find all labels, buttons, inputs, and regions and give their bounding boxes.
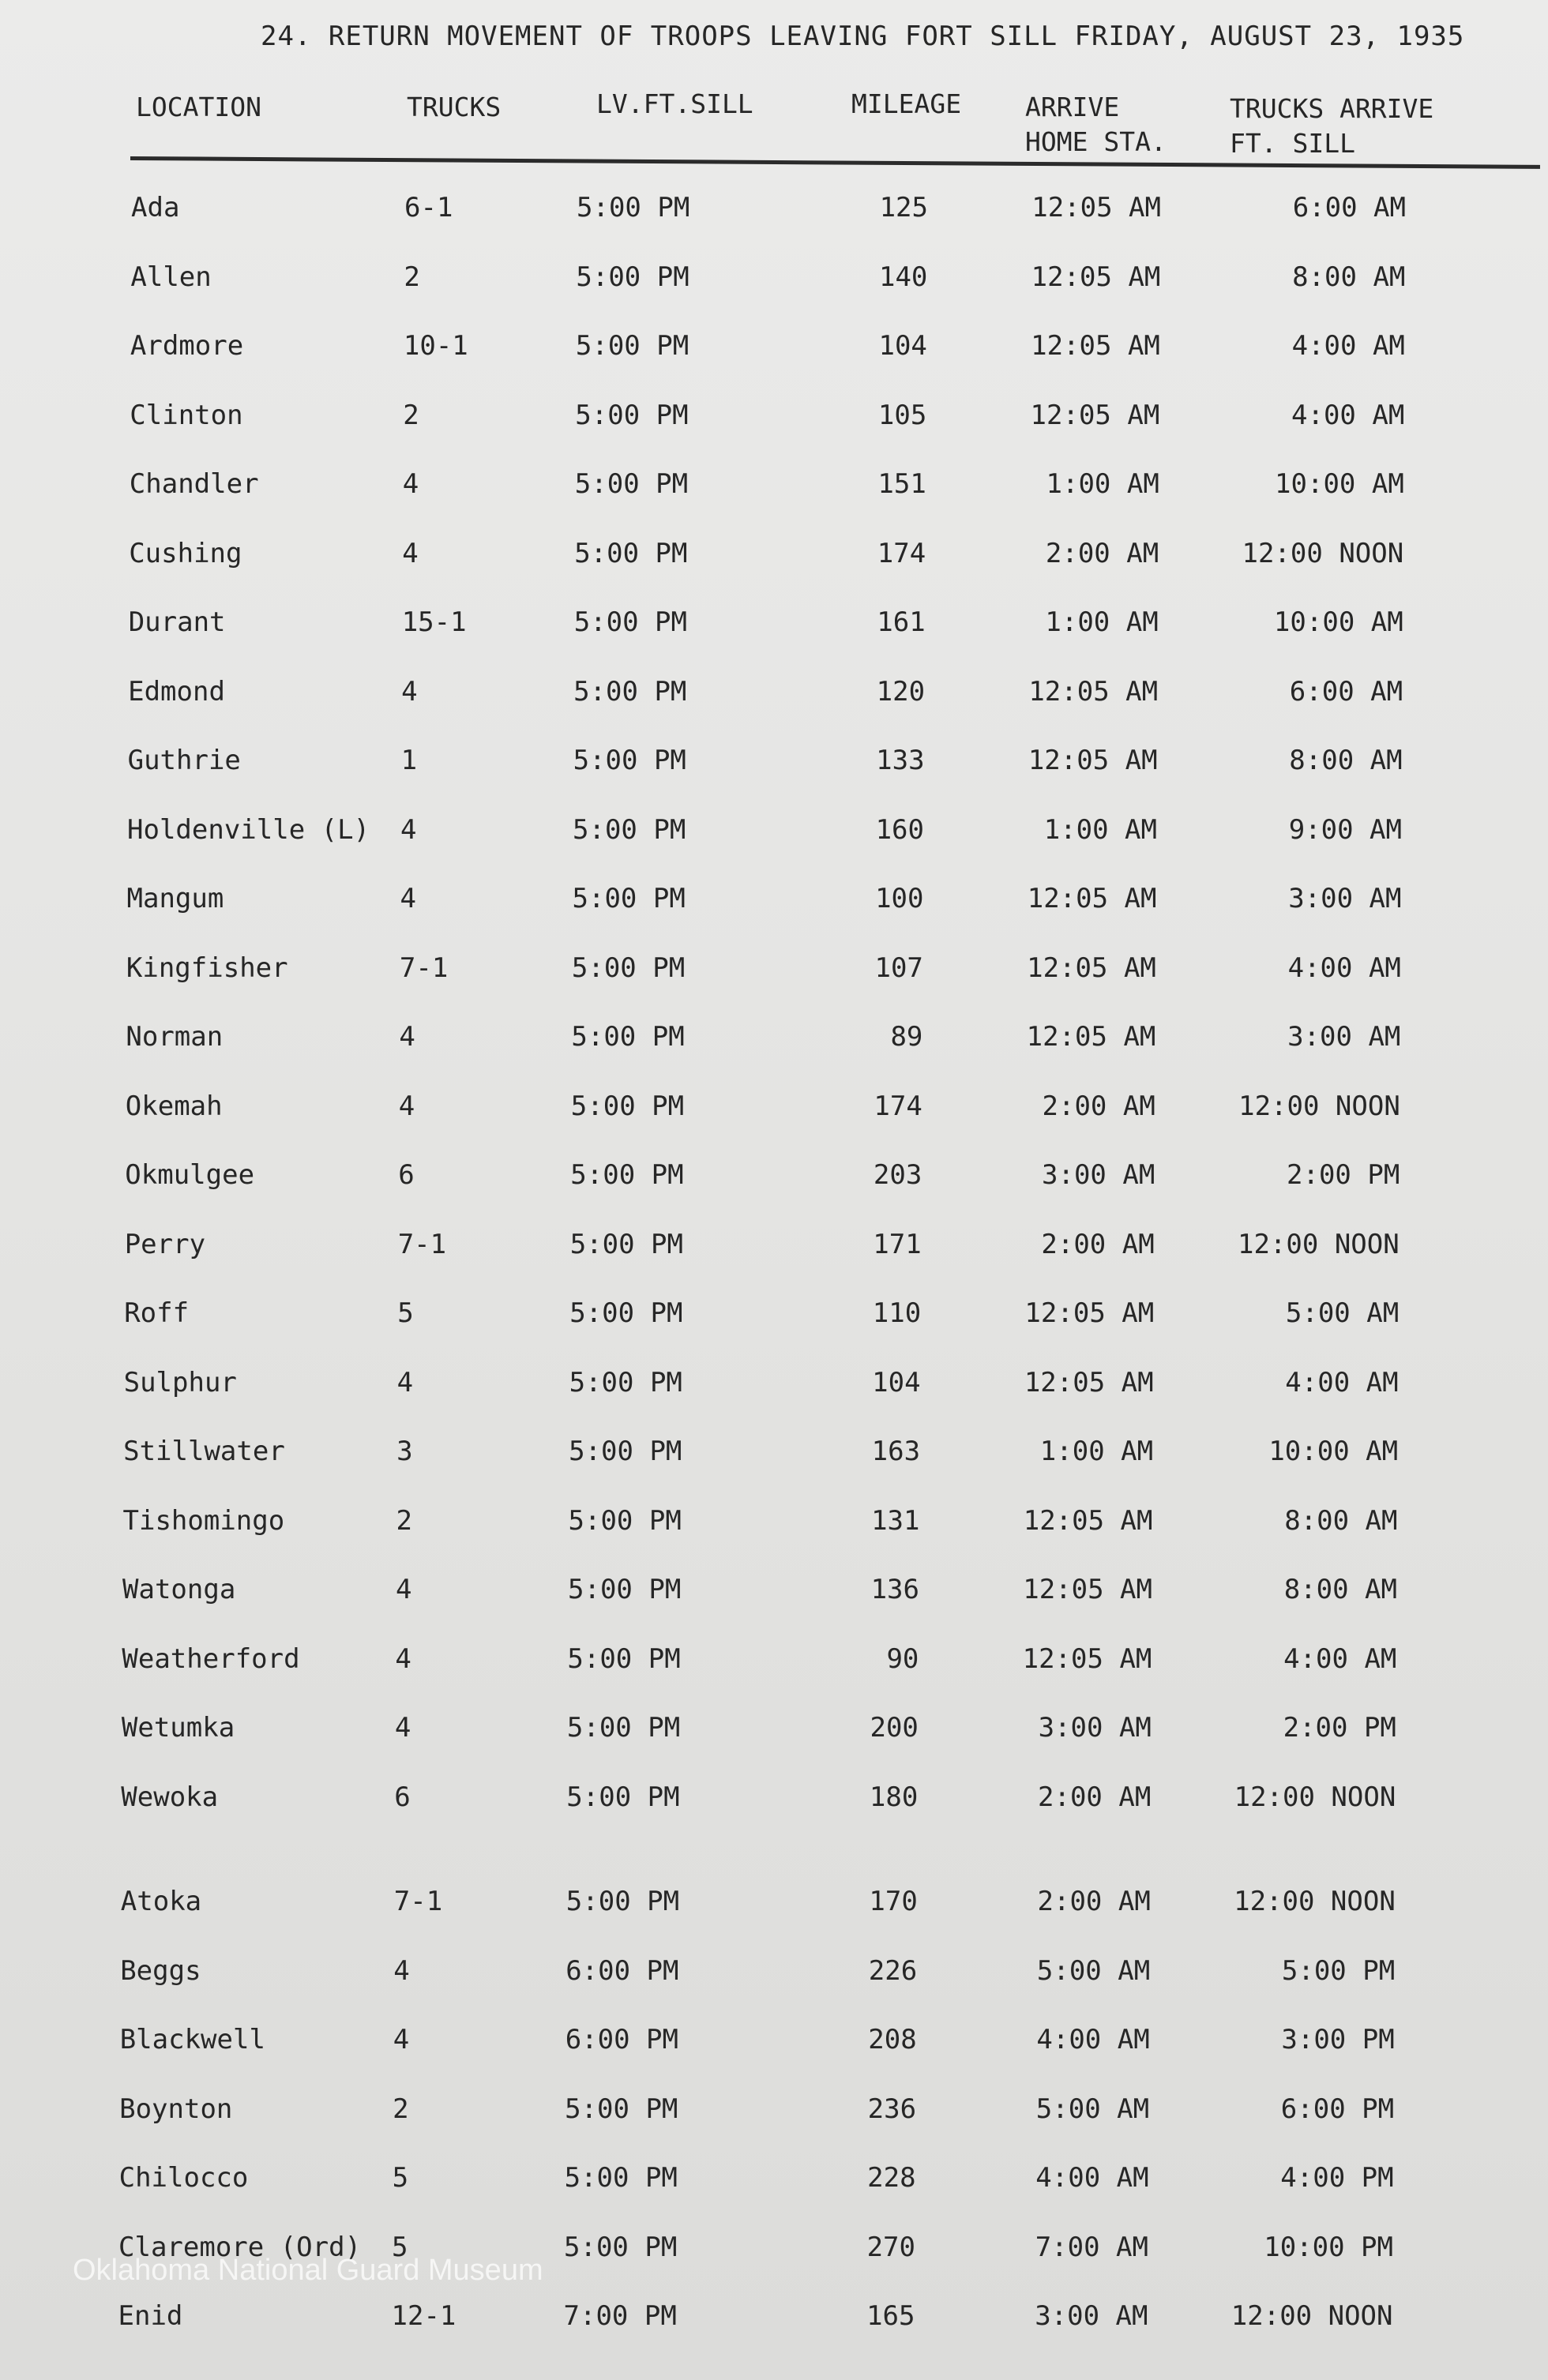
trucks-cell: 4 (402, 468, 419, 500)
arrive-home-cell: 12:05 AM (1028, 745, 1158, 776)
trucks-cell: 7-1 (399, 952, 449, 984)
leave-time-cell: 5:00 PM (564, 2162, 678, 2194)
arrive-home-cell: 12:05 AM (1026, 1021, 1156, 1053)
table-row (0, 1566, 1539, 1613)
location-cell: Weatherford (122, 1642, 300, 1675)
leave-time-cell: 5:00 PM (573, 813, 686, 846)
table-row (0, 184, 1548, 231)
location-cell: Sulphur (123, 1366, 237, 1398)
header-location: LOCATION (136, 92, 261, 122)
table-row (0, 1013, 1542, 1060)
location-cell: Perry (124, 1228, 206, 1260)
trucks-arrive-cell: 4:00 AM (1285, 1366, 1399, 1398)
arrive-home-cell: 12:05 AM (1024, 1297, 1155, 1329)
leave-time-cell: 5:00 PM (576, 261, 689, 293)
trucks-arrive-cell: 4:00 AM (1291, 330, 1405, 362)
trucks-cell: 4 (401, 675, 418, 708)
trucks-arrive-cell: 4:00 AM (1291, 399, 1405, 431)
trucks-cell: 12-1 (391, 2300, 457, 2332)
leave-time-cell: 5:00 PM (566, 1781, 680, 1813)
trucks-arrive-cell: 4:00 PM (1280, 2162, 1394, 2194)
trucks-arrive-cell: 4:00 AM (1283, 1642, 1397, 1675)
mileage-cell: 228 (867, 2162, 916, 2194)
trucks-cell: 15-1 (401, 606, 467, 638)
trucks-cell: 1 (400, 745, 418, 776)
trucks-cell: 4 (395, 1642, 411, 1675)
table-row (0, 1704, 1539, 1751)
header-mileage: MILEAGE (851, 88, 962, 119)
leave-time-cell: 5:00 PM (569, 1366, 682, 1398)
trucks-cell: 7-1 (393, 1886, 443, 1917)
mileage-cell: 165 (866, 2300, 915, 2332)
location-cell: Cushing (129, 537, 242, 569)
trucks-arrive-cell: 3:00 AM (1287, 1021, 1401, 1053)
trucks-arrive-cell: 8:00 AM (1289, 745, 1403, 776)
trucks-arrive-cell: 10:00 AM (1273, 606, 1403, 638)
trucks-cell: 4 (394, 1712, 411, 1744)
arrive-home-cell: 3:00 AM (1038, 1712, 1152, 1744)
location-cell: Okmulgee (125, 1159, 255, 1191)
arrive-home-cell: 7:00 AM (1035, 2231, 1148, 2263)
trucks-cell: 4 (399, 1021, 415, 1053)
mileage-cell: 104 (878, 330, 927, 362)
mileage-cell: 163 (871, 1436, 921, 1467)
leave-time-cell: 5:00 PM (564, 2231, 678, 2263)
leave-time-cell: 7:00 PM (563, 2300, 677, 2332)
table-row (0, 1635, 1539, 1683)
mileage-cell: 125 (879, 192, 928, 223)
location-cell: Claremore (Ord) (118, 2231, 362, 2263)
arrive-home-cell: 3:00 AM (1035, 2300, 1148, 2332)
leave-time-cell: 5:00 PM (570, 1159, 684, 1191)
mileage-cell: 180 (869, 1781, 919, 1813)
mileage-cell: 140 (878, 261, 928, 293)
table-row (0, 1497, 1540, 1545)
leave-time-cell: 5:00 PM (573, 745, 686, 776)
location-cell: Stillwater (123, 1436, 285, 1467)
arrive-home-cell: 3:00 AM (1042, 1159, 1155, 1191)
location-cell: Chandler (129, 468, 259, 500)
trucks-cell: 4 (402, 537, 419, 569)
trucks-cell: 2 (403, 399, 419, 431)
table-row (0, 875, 1544, 922)
mileage-cell: 104 (872, 1366, 921, 1398)
leave-time-cell: 5:00 PM (572, 883, 686, 914)
trucks-arrive-cell: 12:00 NOON (1237, 1228, 1400, 1260)
arrive-home-cell: 12:05 AM (1024, 1366, 1154, 1398)
table-row (0, 1947, 1537, 1995)
mileage-cell: 131 (871, 1504, 920, 1537)
table-row (0, 1359, 1541, 1406)
header-leave-fort-sill: LV.FT.SILL (596, 88, 753, 119)
mileage-cell: 226 (868, 1954, 918, 1987)
trucks-arrive-cell: 3:00 AM (1288, 883, 1402, 914)
mileage-cell: 160 (875, 813, 924, 846)
header-trucks: TRUCKS (407, 92, 502, 122)
table-row (0, 2016, 1537, 2063)
mileage-cell: 203 (873, 1159, 922, 1191)
table-row (0, 1428, 1540, 1475)
trucks-cell: 4 (396, 1574, 412, 1605)
trucks-arrive-cell: 3:00 PM (1281, 2024, 1395, 2055)
leave-time-cell: 5:00 PM (574, 537, 688, 569)
mileage-cell: 110 (872, 1297, 922, 1329)
arrive-home-cell: 12:05 AM (1027, 952, 1156, 984)
location-cell: Enid (118, 2300, 183, 2332)
mileage-cell: 100 (875, 883, 924, 914)
trucks-arrive-cell: 8:00 AM (1284, 1504, 1398, 1537)
trucks-arrive-cell: 12:00 NOON (1234, 1781, 1396, 1813)
location-cell: Ardmore (130, 330, 244, 362)
table-row (0, 460, 1546, 508)
leave-time-cell: 5:00 PM (575, 399, 689, 431)
location-cell: Norman (126, 1021, 224, 1053)
leave-time-cell: 5:00 PM (570, 1090, 685, 1122)
arrive-home-cell: 2:00 AM (1042, 1090, 1155, 1122)
trucks-cell: 5 (392, 2231, 408, 2263)
trucks-cell: 5 (392, 2162, 409, 2194)
leave-time-cell: 5:00 PM (571, 1021, 685, 1053)
leave-time-cell: 5:00 PM (568, 1574, 682, 1605)
trucks-arrive-cell: 5:00 PM (1281, 1954, 1396, 1987)
location-cell: Chilocco (118, 2162, 249, 2194)
leave-time-cell: 6:00 PM (565, 2024, 678, 2055)
leave-time-cell: 5:00 PM (569, 1436, 682, 1467)
trucks-arrive-cell: 10:00 PM (1264, 2231, 1393, 2263)
trucks-cell: 2 (393, 2093, 409, 2125)
trucks-cell: 2 (396, 1504, 412, 1537)
table-row (0, 322, 1547, 370)
leave-time-cell: 5:00 PM (565, 1886, 680, 1917)
arrive-home-cell: 1:00 AM (1043, 813, 1157, 846)
trucks-arrive-cell: 8:00 AM (1283, 1574, 1397, 1605)
location-cell: Okemah (125, 1090, 223, 1122)
table-row (0, 253, 1547, 301)
leave-time-cell: 5:00 PM (569, 1297, 683, 1329)
mileage-cell: 174 (877, 537, 926, 569)
location-cell: Atoka (120, 1886, 202, 1917)
mileage-cell: 174 (874, 1090, 922, 1122)
arrive-home-cell: 1:00 AM (1046, 468, 1159, 500)
leave-time-cell: 5:00 PM (566, 1712, 681, 1744)
trucks-arrive-cell: 10:00 AM (1275, 468, 1404, 500)
mileage-cell: 161 (877, 606, 926, 638)
watermark: Oklahoma National Guard Museum (73, 2254, 543, 2287)
mileage-cell: 120 (876, 675, 926, 708)
trucks-arrive-cell: 9:00 AM (1288, 813, 1402, 846)
page-title: 24. RETURN MOVEMENT OF TROOPS LEAVING FORT SILL FRIDAY, AUGUST 23, 1935 (261, 21, 1465, 52)
mileage-cell: 200 (870, 1712, 919, 1744)
trucks-cell: 4 (400, 883, 416, 914)
trucks-cell: 6 (398, 1159, 415, 1191)
table-row (0, 944, 1543, 992)
trucks-arrive-cell: 4:00 AM (1287, 952, 1401, 984)
mileage-cell: 236 (867, 2093, 917, 2125)
trucks-cell: 2 (404, 261, 420, 293)
arrive-home-cell: 12:05 AM (1030, 399, 1160, 431)
trucks-cell: 4 (398, 1090, 415, 1122)
trucks-arrive-cell: 2:00 PM (1283, 1712, 1396, 1744)
trucks-arrive-cell: 10:00 AM (1268, 1436, 1399, 1467)
leave-time-cell: 5:00 PM (567, 1642, 681, 1675)
table-row (0, 2085, 1536, 2133)
location-cell: Holdenville (L) (127, 813, 370, 846)
table-row (0, 1774, 1538, 1821)
arrive-home-cell: 1:00 AM (1039, 1436, 1154, 1467)
leave-time-cell: 5:00 PM (568, 1504, 682, 1537)
trucks-arrive-cell: 12:00 NOON (1242, 537, 1404, 569)
location-cell: Boynton (119, 2093, 233, 2125)
arrive-home-cell: 2:00 AM (1045, 537, 1159, 569)
mileage-cell: 89 (890, 1021, 923, 1053)
arrive-home-cell: 4:00 AM (1036, 2024, 1150, 2055)
location-cell: Edmond (128, 675, 225, 708)
table-row (0, 599, 1546, 646)
table-row (0, 806, 1544, 854)
leave-time-cell: 5:00 PM (565, 2093, 678, 2125)
mileage-cell: 107 (874, 952, 923, 984)
table-row (0, 1083, 1542, 1130)
table-row (0, 530, 1546, 577)
trucks-arrive-cell: 8:00 AM (1292, 261, 1406, 293)
trucks-cell: 4 (393, 1954, 410, 1987)
trucks-cell: 10-1 (403, 330, 468, 362)
arrive-home-cell: 12:05 AM (1023, 1574, 1152, 1605)
header-arrive-home-station: ARRIVE HOME STA. (1025, 92, 1167, 157)
trucks-cell: 4 (393, 2024, 410, 2055)
mileage-cell: 170 (869, 1886, 918, 1917)
location-cell: Clinton (130, 399, 243, 431)
trucks-arrive-cell: 6:00 AM (1292, 192, 1406, 223)
location-cell: Wewoka (121, 1781, 219, 1813)
arrive-home-cell: 2:00 AM (1041, 1228, 1155, 1260)
arrive-home-cell: 12:05 AM (1031, 192, 1161, 223)
location-cell: Roff (124, 1297, 190, 1329)
mileage-cell: 133 (876, 745, 925, 776)
location-cell: Durant (128, 606, 226, 638)
leave-time-cell: 5:00 PM (573, 606, 687, 638)
mileage-cell: 208 (868, 2024, 917, 2055)
leave-time-cell: 5:00 PM (575, 330, 689, 362)
leave-time-cell: 5:00 PM (577, 192, 690, 223)
trucks-cell: 4 (400, 813, 417, 846)
trucks-cell: 6-1 (404, 192, 453, 223)
arrive-home-cell: 12:05 AM (1031, 261, 1161, 293)
trucks-arrive-cell: 5:00 AM (1285, 1297, 1400, 1329)
arrive-home-cell: 12:05 AM (1027, 883, 1157, 914)
arrive-home-cell: 2:00 AM (1038, 1781, 1152, 1813)
mileage-cell: 270 (866, 2231, 915, 2263)
mileage-cell: 90 (886, 1642, 919, 1675)
table-row (0, 2292, 1535, 2340)
arrive-home-cell: 5:00 AM (1036, 1954, 1151, 1987)
trucks-arrive-cell: 6:00 PM (1280, 2093, 1395, 2125)
arrive-home-cell: 4:00 AM (1035, 2162, 1149, 2194)
arrive-home-cell: 12:05 AM (1023, 1504, 1153, 1537)
table-row (0, 392, 1546, 439)
leave-time-cell: 5:00 PM (571, 952, 686, 984)
location-cell: Beggs (120, 1954, 201, 1987)
trucks-cell: 5 (397, 1297, 414, 1329)
leave-time-cell: 5:00 PM (573, 675, 687, 708)
trucks-cell: 6 (394, 1781, 411, 1813)
trucks-arrive-cell: 12:00 NOON (1234, 1886, 1396, 1917)
trucks-cell: 3 (396, 1436, 413, 1467)
table-row (0, 1221, 1542, 1268)
location-cell: Guthrie (127, 745, 241, 776)
trucks-cell: 7-1 (397, 1228, 447, 1260)
leave-time-cell: 5:00 PM (574, 468, 689, 500)
trucks-arrive-cell: 12:00 NOON (1238, 1090, 1400, 1122)
trucks-arrive-cell: 2:00 PM (1287, 1159, 1400, 1191)
location-cell: Mangum (126, 883, 224, 914)
trucks-cell: 4 (396, 1366, 414, 1398)
location-cell: Kingfisher (126, 952, 288, 984)
location-cell: Ada (131, 192, 180, 223)
location-cell: Tishomingo (122, 1504, 285, 1537)
arrive-home-cell: 12:05 AM (1031, 330, 1160, 362)
table-row (0, 1289, 1541, 1337)
header-trucks-arrive-fort-sill: TRUCKS ARRIVE FT. SILL (1230, 93, 1434, 159)
arrive-home-cell: 5:00 AM (1035, 2093, 1150, 2125)
leave-time-cell: 6:00 PM (565, 1954, 679, 1987)
location-cell: Allen (130, 261, 212, 293)
arrive-home-cell: 12:05 AM (1022, 1642, 1152, 1675)
arrive-home-cell: 12:05 AM (1028, 675, 1159, 708)
location-cell: Wetumka (121, 1712, 235, 1744)
arrive-home-cell: 2:00 AM (1037, 1886, 1151, 1917)
location-cell: Watonga (122, 1574, 236, 1605)
table-row (0, 737, 1545, 784)
table-row (0, 1878, 1538, 1925)
table-row (0, 1151, 1542, 1199)
table-row (0, 2154, 1536, 2202)
leave-time-cell: 5:00 PM (569, 1228, 683, 1260)
mileage-cell: 136 (870, 1574, 919, 1605)
trucks-arrive-cell: 6:00 AM (1289, 675, 1403, 708)
trucks-arrive-cell: 12:00 NOON (1231, 2300, 1393, 2332)
arrive-home-cell: 1:00 AM (1045, 606, 1159, 638)
mileage-cell: 105 (877, 399, 927, 431)
location-cell: Blackwell (119, 2024, 265, 2055)
mileage-cell: 151 (877, 468, 926, 500)
mileage-cell: 171 (873, 1228, 922, 1260)
table-row (0, 668, 1545, 715)
